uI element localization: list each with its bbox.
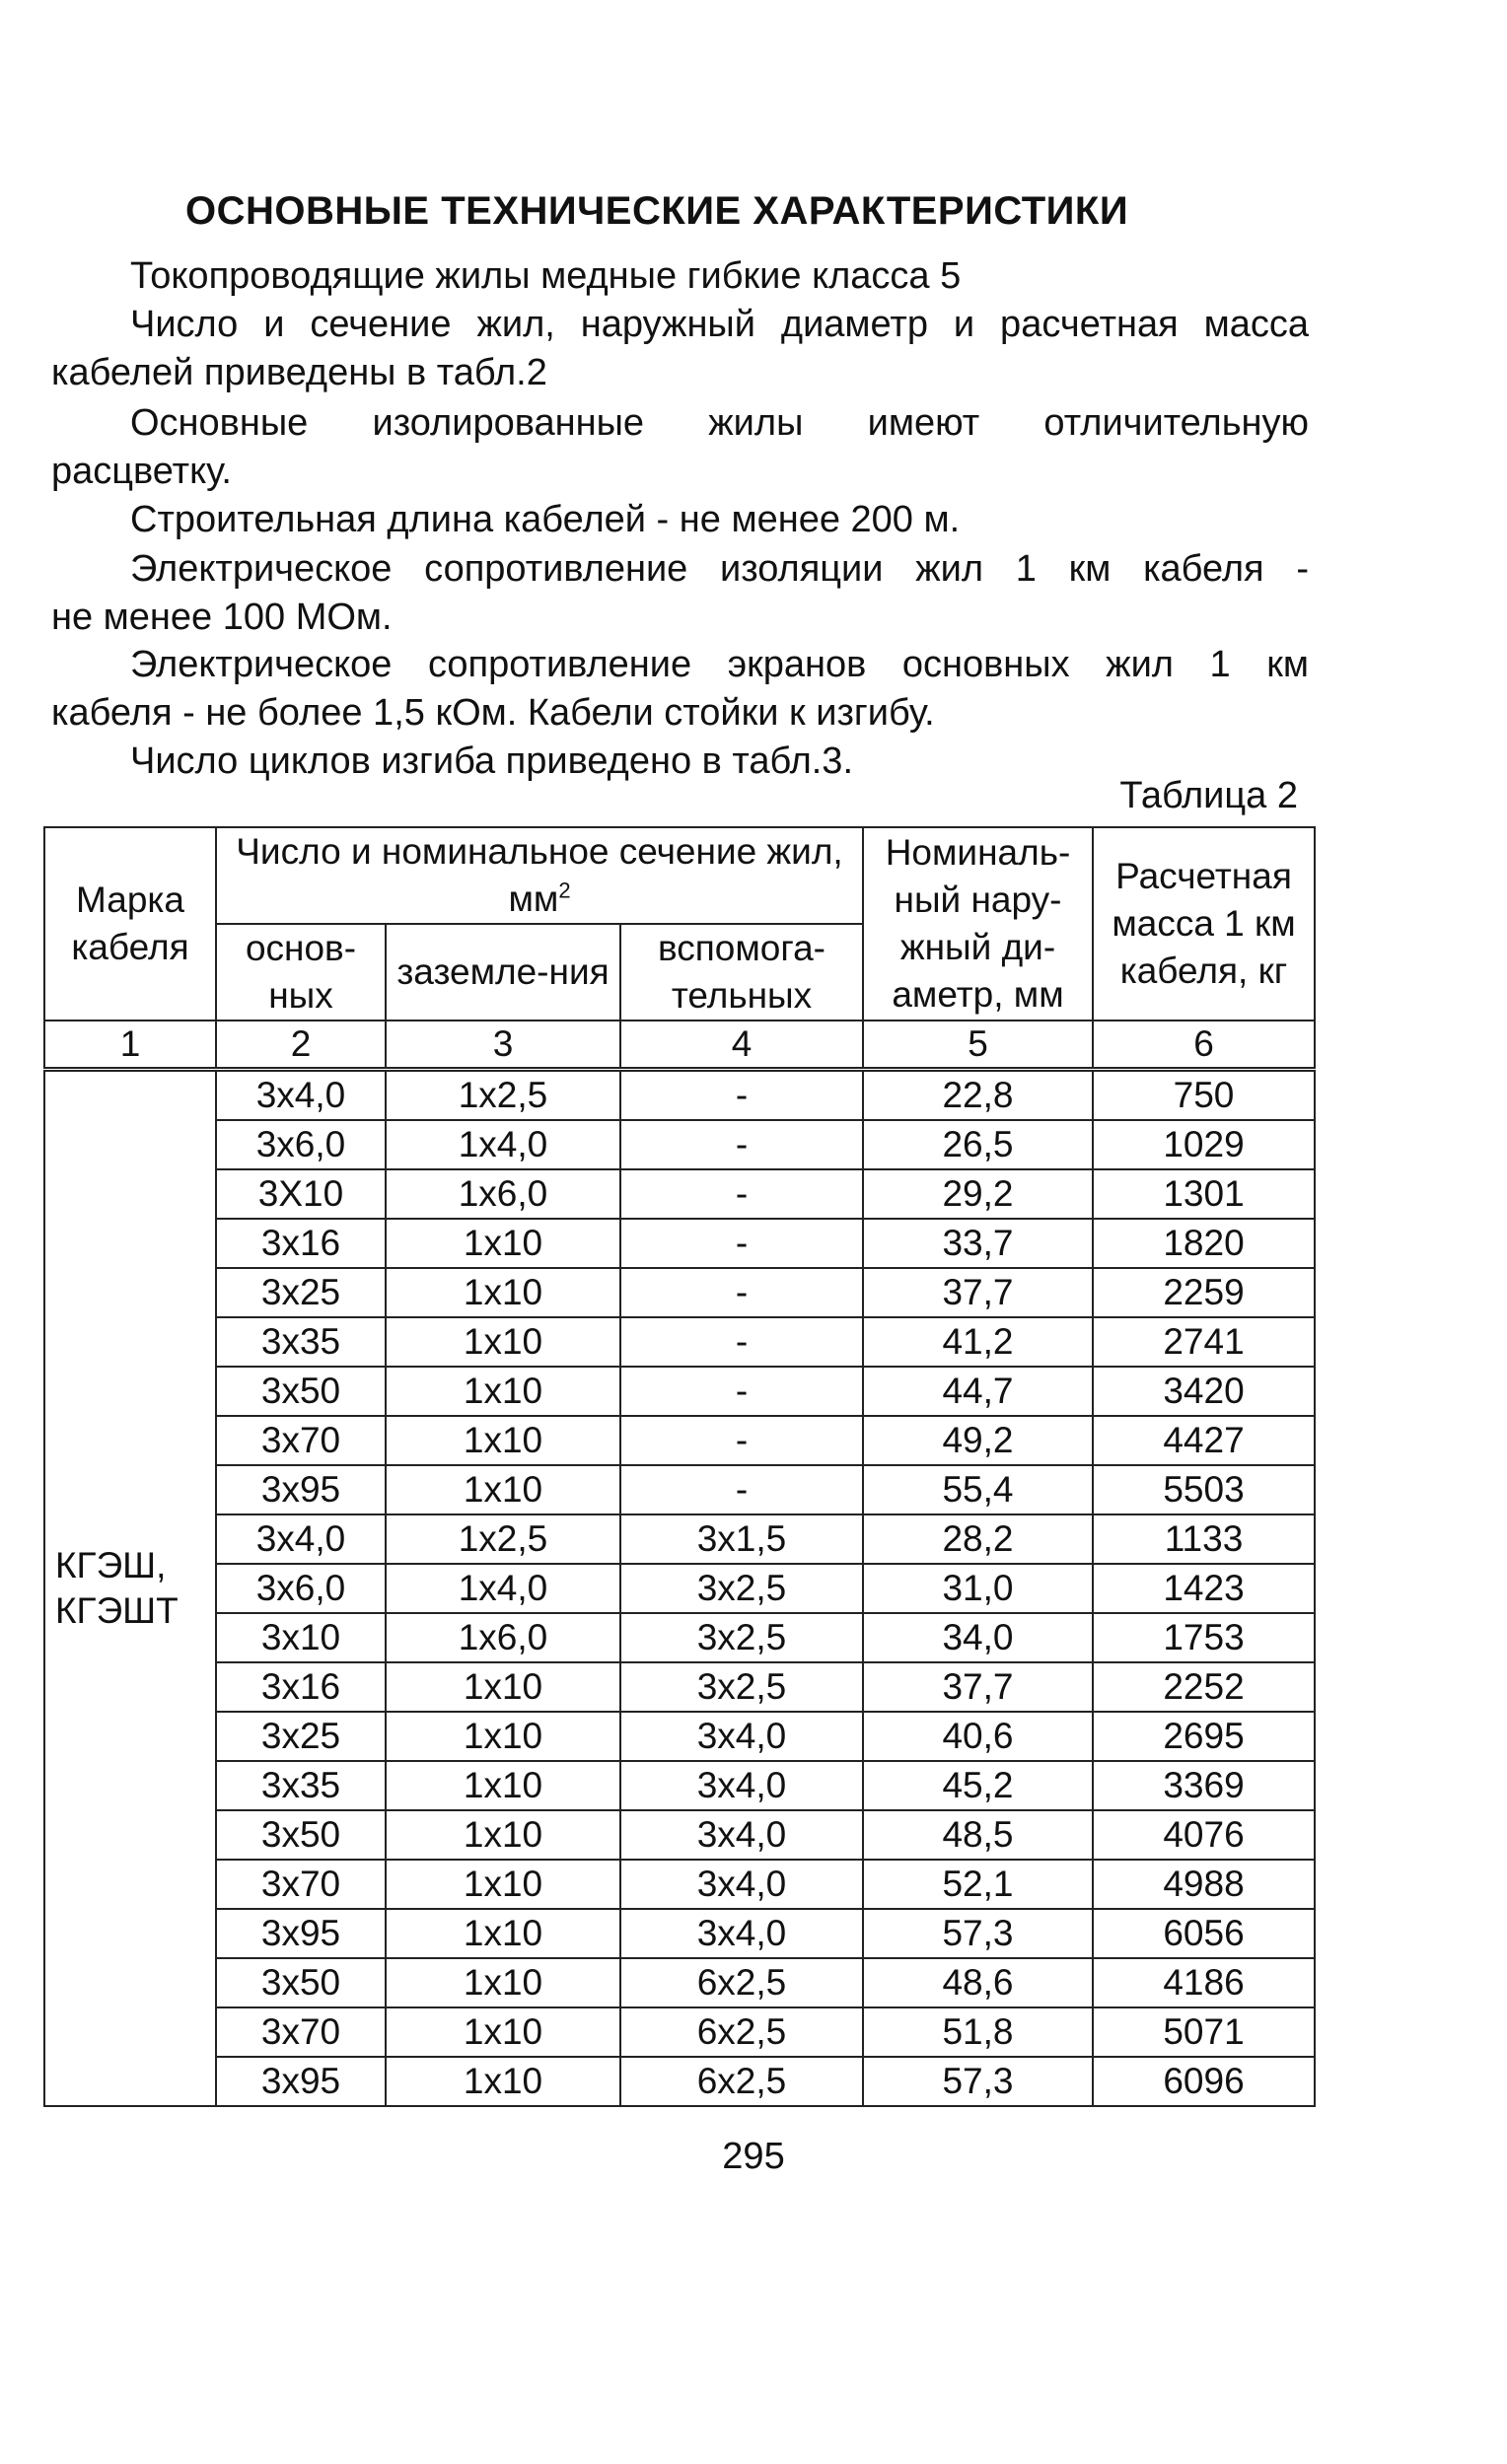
table-row — [44, 1761, 1315, 1810]
header-cores-group-text: Число и номинальное сечение жил, мм — [236, 831, 843, 919]
cell-mass: 1753 — [1093, 1613, 1315, 1662]
paragraph-line: не менее 100 МОм. — [51, 597, 393, 638]
cell-ground-cores: 1х10 — [386, 1268, 620, 1317]
table-row — [44, 1958, 1315, 2007]
cell-ground-cores: 1х6,0 — [386, 1169, 620, 1219]
cell-aux-cores: - — [620, 1219, 863, 1268]
header-brand: Марка кабеля — [44, 827, 216, 1021]
cell-diameter: 22,8 — [863, 1070, 1093, 1121]
cell-main-cores: 3х95 — [216, 1465, 386, 1514]
cell-diameter: 51,8 — [863, 2007, 1093, 2057]
table-row — [44, 1613, 1315, 1662]
cell-mass: 1301 — [1093, 1169, 1315, 1219]
paragraph-line: кабеля - не более 1,5 кОм. Кабели стойки к изгибу. — [51, 692, 935, 734]
cell-diameter: 31,0 — [863, 1564, 1093, 1613]
cell-ground-cores: 1х10 — [386, 2057, 620, 2106]
paragraph-line: Число циклов изгиба приведено в табл.3. — [130, 740, 854, 782]
paragraph-line: Строительная длина кабелей - не менее 200 м. — [130, 499, 961, 540]
cell-aux-cores: 3х4,0 — [620, 1712, 863, 1761]
table-row — [44, 1219, 1315, 1268]
table-row — [44, 1120, 1315, 1169]
cell-aux-cores: - — [620, 1268, 863, 1317]
cell-mass: 1029 — [1093, 1120, 1315, 1169]
cell-main-cores: 3х95 — [216, 2057, 386, 2106]
cell-ground-cores: 1х10 — [386, 1712, 620, 1761]
cell-main-cores: 3х95 — [216, 1909, 386, 1958]
cell-aux-cores: 3х4,0 — [620, 1860, 863, 1909]
cell-mass: 6096 — [1093, 2057, 1315, 2106]
cell-mass: 4076 — [1093, 1810, 1315, 1860]
table-row — [44, 1564, 1315, 1613]
table-row — [44, 1268, 1315, 1317]
cell-diameter: 44,7 — [863, 1367, 1093, 1416]
cell-ground-cores: 1х4,0 — [386, 1120, 620, 1169]
paragraph-line: Токопроводящие жилы медные гибкие класса 5 — [130, 255, 962, 297]
header-mass: Расчетная масса 1 км кабеля, кг — [1093, 827, 1315, 1021]
table-row — [44, 1416, 1315, 1465]
paragraph-line: Электрическое сопротивление экранов основных жил 1 км — [130, 644, 1309, 685]
cell-diameter: 45,2 — [863, 1761, 1093, 1810]
cell-diameter: 37,7 — [863, 1268, 1093, 1317]
paragraph — [51, 252, 1309, 301]
cell-mass: 6056 — [1093, 1909, 1315, 1958]
cell-aux-cores: 3х1,5 — [620, 1514, 863, 1564]
cell-aux-cores: 6х2,5 — [620, 2057, 863, 2106]
cell-main-cores: 3Х10 — [216, 1169, 386, 1219]
cell-mass: 750 — [1093, 1070, 1315, 1121]
cell-main-cores: 3х4,0 — [216, 1070, 386, 1121]
col-number: 6 — [1093, 1021, 1315, 1070]
cell-diameter: 57,3 — [863, 1909, 1093, 1958]
col-number: 5 — [863, 1021, 1093, 1070]
paragraph-line: Число и сечение жил, наружный диаметр и расчетная масса — [130, 304, 1309, 345]
cell-main-cores: 3х35 — [216, 1317, 386, 1367]
cell-mass: 2259 — [1093, 1268, 1315, 1317]
cell-mass: 1423 — [1093, 1564, 1315, 1613]
cell-diameter: 29,2 — [863, 1169, 1093, 1219]
table-caption: Таблица 2 — [1119, 775, 1298, 816]
table-row — [44, 1909, 1315, 1958]
table-row — [44, 1070, 1315, 1121]
cell-main-cores: 3х16 — [216, 1662, 386, 1712]
cell-mass: 1820 — [1093, 1219, 1315, 1268]
cell-mass: 5503 — [1093, 1465, 1315, 1514]
cell-ground-cores: 1х10 — [386, 1465, 620, 1514]
cell-aux-cores: 3х2,5 — [620, 1662, 863, 1712]
table-body — [44, 1021, 1315, 2106]
cell-main-cores: 3х6,0 — [216, 1120, 386, 1169]
cell-ground-cores: 1х4,0 — [386, 1564, 620, 1613]
column-number-row — [44, 1021, 1315, 1070]
cell-aux-cores: - — [620, 1465, 863, 1514]
table-row — [44, 1169, 1315, 1219]
cell-mass: 4988 — [1093, 1860, 1315, 1909]
cell-main-cores: 3х50 — [216, 1367, 386, 1416]
paragraph-line: Электрическое сопротивление изоляции жил 1 км кабеля - — [130, 548, 1309, 590]
cell-mass: 2695 — [1093, 1712, 1315, 1761]
cell-diameter: 48,5 — [863, 1810, 1093, 1860]
cell-aux-cores: 3х4,0 — [620, 1761, 863, 1810]
cell-diameter: 41,2 — [863, 1317, 1093, 1367]
cell-ground-cores: 1х10 — [386, 1761, 620, 1810]
cell-main-cores: 3х35 — [216, 1761, 386, 1810]
paragraph — [51, 301, 1309, 397]
cell-diameter: 49,2 — [863, 1416, 1093, 1465]
col-number: 3 — [386, 1021, 620, 1070]
page-heading: ОСНОВНЫЕ ТЕХНИЧЕСКИЕ ХАРАКТЕРИСТИКИ — [185, 189, 1129, 233]
cell-ground-cores: 1х10 — [386, 1367, 620, 1416]
cell-aux-cores: - — [620, 1169, 863, 1219]
table-row — [44, 1514, 1315, 1564]
header-cores-group — [216, 827, 863, 924]
cell-main-cores: 3х70 — [216, 1416, 386, 1465]
cell-diameter: 40,6 — [863, 1712, 1093, 1761]
cell-mass: 4186 — [1093, 1958, 1315, 2007]
cell-ground-cores: 1х10 — [386, 1317, 620, 1367]
cell-main-cores: 3х25 — [216, 1712, 386, 1761]
cell-diameter: 28,2 — [863, 1514, 1093, 1564]
cell-ground-cores: 1х10 — [386, 2007, 620, 2057]
cell-main-cores: 3х50 — [216, 1958, 386, 2007]
cell-brand: КГЭШ, КГЭШТ — [44, 1070, 216, 2107]
paragraph — [51, 545, 1309, 642]
paragraph-line: расцветку. — [51, 451, 232, 492]
table-row — [44, 1712, 1315, 1761]
cell-diameter: 26,5 — [863, 1120, 1093, 1169]
cell-ground-cores: 1х10 — [386, 1219, 620, 1268]
spec-table — [43, 826, 1316, 2107]
cell-mass: 4427 — [1093, 1416, 1315, 1465]
cell-main-cores: 3х70 — [216, 1860, 386, 1909]
page-number: 295 — [722, 2136, 785, 2177]
header-main: основ-ных — [216, 924, 386, 1021]
cell-aux-cores: - — [620, 1070, 863, 1121]
cell-aux-cores: - — [620, 1317, 863, 1367]
cell-mass: 2252 — [1093, 1662, 1315, 1712]
table-row — [44, 2007, 1315, 2057]
cell-mass: 3369 — [1093, 1761, 1315, 1810]
cell-main-cores: 3х4,0 — [216, 1514, 386, 1564]
header-cores-group-sup: 2 — [558, 878, 571, 903]
cell-aux-cores: 6х2,5 — [620, 1958, 863, 2007]
cell-aux-cores: - — [620, 1367, 863, 1416]
table-row — [44, 2057, 1315, 2106]
cell-aux-cores: - — [620, 1416, 863, 1465]
paragraph-line: Основные изолированные жилы имеют отличительную — [130, 402, 1309, 444]
cell-main-cores: 3х70 — [216, 2007, 386, 2057]
cell-main-cores: 3х50 — [216, 1810, 386, 1860]
paragraph — [51, 496, 1309, 544]
header-ground: заземле-ния — [386, 924, 620, 1021]
cell-main-cores: 3х25 — [216, 1268, 386, 1317]
cell-aux-cores: 6х2,5 — [620, 2007, 863, 2057]
header-diameter: Номиналь-ный нару-жный ди-аметр, мм — [863, 827, 1093, 1021]
cell-diameter: 55,4 — [863, 1465, 1093, 1514]
cell-ground-cores: 1х10 — [386, 1810, 620, 1860]
table-row — [44, 1810, 1315, 1860]
cell-main-cores: 3х16 — [216, 1219, 386, 1268]
cell-ground-cores: 1х10 — [386, 1958, 620, 2007]
cell-aux-cores: 3х4,0 — [620, 1909, 863, 1958]
col-number: 2 — [216, 1021, 386, 1070]
cell-ground-cores: 1х10 — [386, 1662, 620, 1712]
cell-mass: 5071 — [1093, 2007, 1315, 2057]
cell-aux-cores: 3х2,5 — [620, 1564, 863, 1613]
cell-ground-cores: 1х10 — [386, 1860, 620, 1909]
cell-aux-cores: 3х4,0 — [620, 1810, 863, 1860]
cell-aux-cores: - — [620, 1120, 863, 1169]
paragraph — [51, 399, 1309, 496]
paragraph-line: кабелей приведены в табл.2 — [51, 352, 547, 393]
paragraph — [51, 641, 1309, 738]
cell-ground-cores: 1х10 — [386, 1416, 620, 1465]
cell-ground-cores: 1х10 — [386, 1909, 620, 1958]
cell-mass: 1133 — [1093, 1514, 1315, 1564]
table-row — [44, 1465, 1315, 1514]
table-row — [44, 1662, 1315, 1712]
cell-diameter: 48,6 — [863, 1958, 1093, 2007]
cell-mass: 3420 — [1093, 1367, 1315, 1416]
cell-main-cores: 3х6,0 — [216, 1564, 386, 1613]
cell-diameter: 57,3 — [863, 2057, 1093, 2106]
table-row — [44, 1860, 1315, 1909]
cell-diameter: 34,0 — [863, 1613, 1093, 1662]
col-number: 1 — [44, 1021, 216, 1070]
cell-main-cores: 3х10 — [216, 1613, 386, 1662]
cell-diameter: 37,7 — [863, 1662, 1093, 1712]
table-row — [44, 1317, 1315, 1367]
cell-ground-cores: 1х2,5 — [386, 1070, 620, 1121]
cell-ground-cores: 1х2,5 — [386, 1514, 620, 1564]
cell-diameter: 33,7 — [863, 1219, 1093, 1268]
cell-aux-cores: 3х2,5 — [620, 1613, 863, 1662]
cell-ground-cores: 1х6,0 — [386, 1613, 620, 1662]
cell-mass: 2741 — [1093, 1317, 1315, 1367]
table-row — [44, 1367, 1315, 1416]
header-aux: вспомога-тельных — [620, 924, 863, 1021]
col-number: 4 — [620, 1021, 863, 1070]
cell-diameter: 52,1 — [863, 1860, 1093, 1909]
